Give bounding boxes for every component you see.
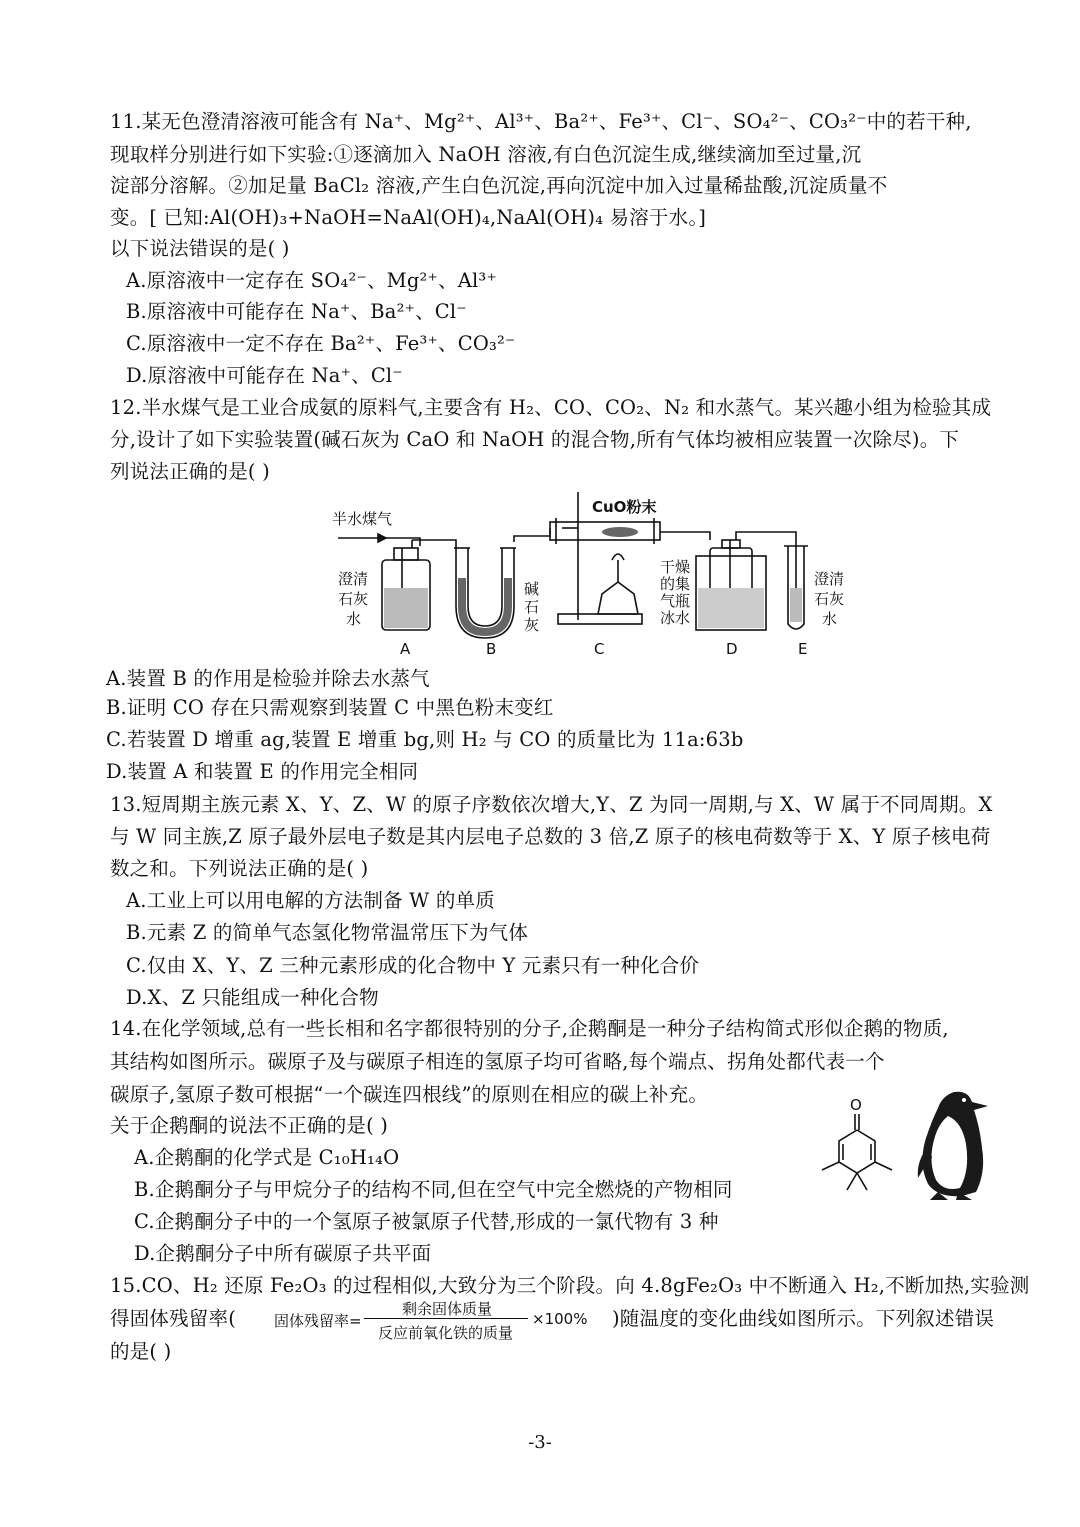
q11-option-b: B.原溶液中可能存在 Na⁺、Ba²⁺、Cl⁻ <box>126 300 467 323</box>
page-number: -3- <box>528 1432 552 1453</box>
q15-line-3: 的是( ) <box>110 1340 172 1363</box>
oxygen-label: O <box>850 1096 862 1114</box>
q12-option-c: C.若装置 D 增重 ag,装置 E 增重 bg,则 H₂ 与 CO 的质量比为 11a:63b <box>106 728 744 751</box>
label-b-2: 石 <box>524 598 540 616</box>
penguinone-structure <box>812 1092 902 1202</box>
label-d-3: 气瓶 <box>660 592 691 610</box>
label-d-2: 的集 <box>660 575 691 593</box>
q14-option-c: C.企鹅酮分子中的一个氢原子被氯原子代替,形成的一氯代物有 3 种 <box>134 1210 719 1233</box>
q14-option-d: D.企鹅酮分子中所有碳原子共平面 <box>134 1242 432 1265</box>
q12-line-3: 列说法正确的是( ) <box>110 460 270 483</box>
q12-apparatus-diagram <box>330 488 860 663</box>
label-a-1: 澄清 <box>338 570 369 588</box>
q15-line-2-post: )随温度的变化曲线如图所示。下列叙述错误 <box>612 1307 995 1330</box>
formula-denominator: 反应前氧化铁的质量 <box>378 1324 514 1342</box>
q14-line-1: 14.在化学领域,总有一些长相和名字都很特别的分子,企鹅酮是一种分子结构简式形似企鹅的物质, <box>110 1017 949 1040</box>
label-b-3: 灰 <box>524 616 540 634</box>
label-e-1: 澄清 <box>814 570 845 588</box>
q14-option-b: B.企鹅酮分子与甲烷分子的结构不同,但在空气中完全燃烧的产物相同 <box>134 1178 733 1201</box>
q14-option-a: A.企鹅酮的化学式是 C₁₀H₁₄O <box>134 1146 400 1169</box>
label-a-3: 水 <box>346 610 362 628</box>
q13-line-3: 数之和。下列说法正确的是( ) <box>110 857 369 880</box>
q12-line-2: 分,设计了如下实验装置(碱石灰为 CaO 和 NaOH 的混合物,所有气体均被相应装置一次除尽)。下 <box>110 428 960 451</box>
q15-line-2-pre: 得固体残留率( <box>110 1307 237 1330</box>
formula-multiplier: ×100% <box>532 1310 588 1328</box>
q12-option-d: D.装置 A 和装置 E 的作用完全相同 <box>106 760 419 783</box>
q11-line-1: 11.某无色澄清溶液可能含有 Na⁺、Mg²⁺、Al³⁺、Ba²⁺、Fe³⁺、Cl⁻、SO₄²⁻、CO₃²⁻中的若干种, <box>110 110 972 133</box>
q13-option-b: B.元素 Z 的简单气态氢化物常温常压下为气体 <box>126 921 529 944</box>
q13-option-d: D.X、Z 只能组成一种化合物 <box>126 986 379 1009</box>
q14-line-2: 其结构如图所示。碳原子及与碳原子相连的氢原子均可省略,每个端点、拐角处都代表一个 <box>110 1050 885 1073</box>
q11-line-2: 现取样分别进行如下实验:①逐滴加入 NaOH 溶液,有白色沉淀生成,继续滴加至过量,沉 <box>110 143 862 166</box>
label-inlet: 半水煤气 <box>332 510 393 528</box>
formula-lhs: 固体残留率= <box>274 1312 362 1330</box>
q12-option-b: B.证明 CO 存在只需观察到装置 C 中黑色粉末变红 <box>106 696 554 719</box>
q11-option-d: D.原溶液中可能存在 Na⁺、Cl⁻ <box>126 364 403 387</box>
label-a-2: 石灰 <box>338 590 369 608</box>
label-d-1: 干燥 <box>660 558 691 576</box>
formula-numerator: 剩余固体质量 <box>402 1300 493 1318</box>
q13-line-1: 13.短周期主族元素 X、Y、Z、W 的原子序数依次增大,Y、Z 为同一周期,与 X、W 属于不同周期。X <box>110 793 993 816</box>
q11-line-5: 以下说法错误的是( ) <box>110 237 290 260</box>
label-e-2: 石灰 <box>814 590 845 608</box>
letter-e: E <box>798 640 808 658</box>
label-d-4: 冰水 <box>660 609 691 627</box>
letter-a: A <box>400 640 411 658</box>
q11-option-c: C.原溶液中一定不存在 Ba²⁺、Fe³⁺、CO₃²⁻ <box>126 332 516 355</box>
q13-option-a: A.工业上可以用电解的方法制备 W 的单质 <box>126 889 495 912</box>
formula-fraction-bar <box>364 1318 528 1319</box>
q13-line-2: 与 W 同主族,Z 原子最外层电子数是其内层电子总数的 3 倍,Z 原子的核电荷数等于 X、Y 原子核电荷 <box>110 825 991 848</box>
q13-option-c: C.仅由 X、Y、Z 三种元素形成的化合物中 Y 元素只有一种化合价 <box>126 954 700 977</box>
q12-option-a: A.装置 B 的作用是检验并除去水蒸气 <box>106 667 430 690</box>
label-e-3: 水 <box>822 610 838 628</box>
q11-line-4: 变。[ 已知:Al(OH)₃+NaOH=NaAl(OH)₄,NaAl(OH)₄ 易溶于水。] <box>110 206 707 229</box>
letter-c: C <box>594 640 605 658</box>
q14-line-3: 碳原子,氢原子数可根据“一个碳连四根线”的原则在相应的碳上补充。 <box>110 1083 709 1106</box>
letter-b: B <box>486 640 497 658</box>
label-cuo: CuO粉末 <box>592 498 657 516</box>
q11-line-3: 淀部分溶解。②加足量 BaCl₂ 溶液,产生白色沉淀,再向沉淀中加入过量稀盐酸,沉淀质量不 <box>110 174 888 197</box>
q12-line-1: 12.半水煤气是工业合成氨的原料气,主要含有 H₂、CO、CO₂、N₂ 和水蒸气。某兴趣小组为检验其成 <box>110 396 992 419</box>
letter-d: D <box>726 640 738 658</box>
penguin-illustration <box>908 1088 1008 1206</box>
q15-line-1: 15.CO、H₂ 还原 Fe₂O₃ 的过程相似,大致分为三个阶段。向 4.8gFe₂O₃ 中不断通入 H₂,不断加热,实验测 <box>110 1274 1030 1297</box>
q11-option-a: A.原溶液中一定存在 SO₄²⁻、Mg²⁺、Al³⁺ <box>126 269 497 292</box>
q14-line-4: 关于企鹅酮的说法不正确的是( ) <box>110 1114 389 1137</box>
label-b-1: 碱 <box>524 580 540 598</box>
